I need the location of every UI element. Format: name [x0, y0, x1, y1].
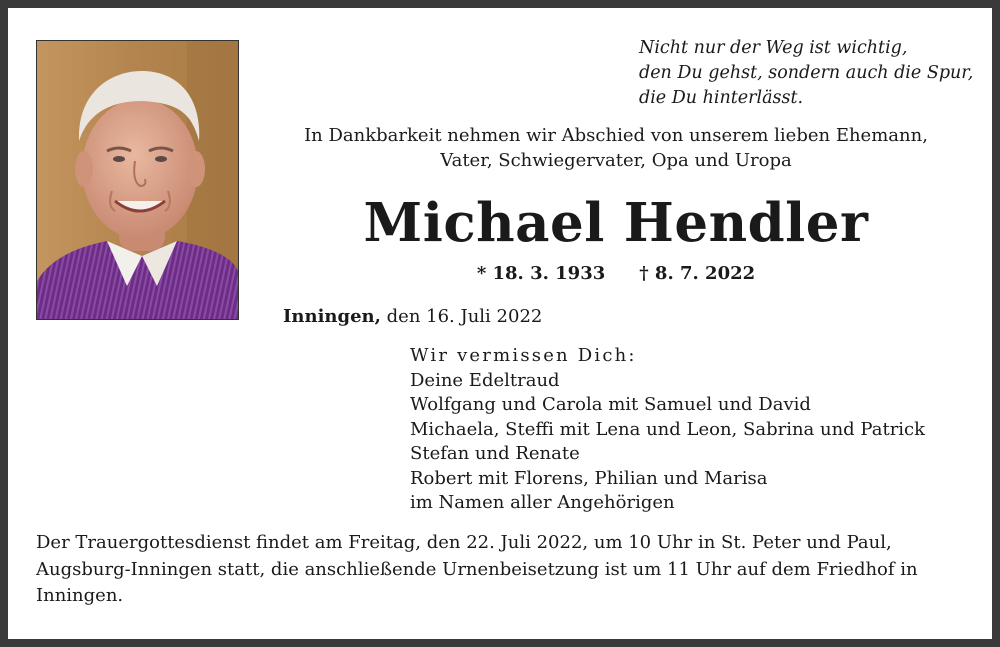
- mourner-line: Robert mit Florens, Philian und Marisa: [410, 467, 768, 489]
- mourners-heading: Wir vermissen Dich:: [410, 345, 637, 366]
- intro-line: Vater, Schwiegervater, Opa und Uropa: [440, 150, 792, 171]
- service-info: [36, 530, 971, 610]
- notice-date: den 16. Juli 2022: [386, 306, 543, 327]
- mourner-line: Deine Edeltraud: [410, 369, 560, 391]
- obituary-notice: [8, 8, 992, 639]
- deceased-name: Michael Hendler: [363, 192, 869, 254]
- quote-line: den Du gehst, sondern auch die Spur,: [639, 63, 974, 83]
- portrait-photo: [36, 40, 239, 320]
- quote: [639, 36, 973, 111]
- intro-line: In Dankbarkeit nehmen wir Abschied von unserem lieben Ehemann,: [304, 125, 928, 146]
- place-and-date: [283, 304, 542, 329]
- quote-line: die Du hinterlässt.: [639, 88, 804, 108]
- quote-line: Nicht nur der Weg ist wichtig,: [639, 38, 908, 58]
- death-date: † 8. 7. 2022: [639, 263, 756, 284]
- place-name: Inningen,: [283, 306, 381, 327]
- mourner-line: im Namen aller Angehörigen: [410, 492, 675, 513]
- intro-text: [240, 123, 992, 173]
- mourners-list: [410, 344, 925, 516]
- service-line: Augsburg-Inningen statt, die anschließende Urnenbeisetzung ist um 11 Uhr auf dem Friedhof in: [36, 558, 918, 580]
- mourner-line: Stefan und Renate: [410, 443, 580, 464]
- mourner-line: Michaela, Steffi mit Lena und Leon, Sabrina und Patrick: [410, 418, 926, 440]
- portrait-image: [37, 41, 238, 319]
- life-dates: [240, 261, 992, 286]
- mourner-line: Wolfgang und Carola mit Samuel und David: [410, 394, 811, 415]
- service-line: Inningen.: [36, 585, 124, 606]
- birth-date: * 18. 3. 1933: [476, 263, 606, 284]
- service-line: Der Trauergottesdienst findet am Freitag, den 22. Juli 2022, um 10 Uhr in St. Peter und Paul,: [36, 532, 892, 553]
